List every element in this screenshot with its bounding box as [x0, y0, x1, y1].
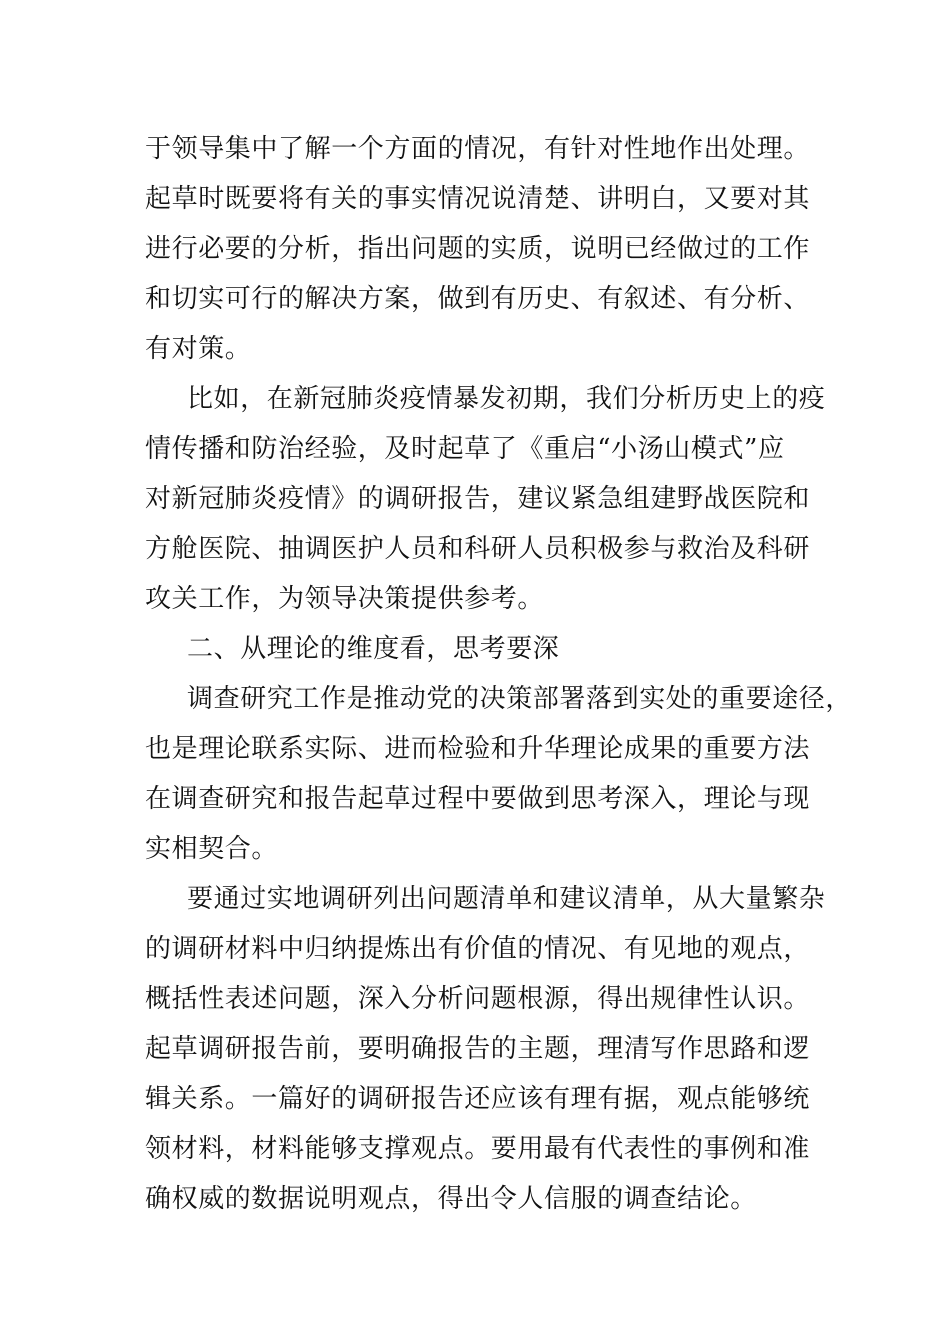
document-body [145, 124, 853, 1224]
text-line: 概括性表述问题，深入分析问题根源，得出规律性认识。 [145, 984, 811, 1014]
text-line: 起草时既要将有关的事实情况说清楚、讲明白，又要对其 [145, 184, 811, 214]
text-line: 情传播和防治经验，及时起草了《重启“小汤山模式”应 [145, 434, 785, 464]
text-line: 也是理论联系实际、进而检验和升华理论成果的重要方法 [145, 734, 811, 764]
paragraph-first-line: 要通过实地调研列出问题清单和建议清单，从大量繁杂 [187, 884, 826, 914]
text-line: 的调研材料中归纳提炼出有价值的情况、有见地的观点， [145, 934, 811, 964]
section-heading: 二、从理论的维度看，思考要深 [187, 634, 560, 664]
text-line: 进行必要的分析，指出问题的实质，说明已经做过的工作 [145, 234, 811, 264]
text-line: 和切实可行的解决方案，做到有历史、有叙述、有分析、 [145, 284, 811, 314]
text-line: 有对策。 [145, 334, 252, 364]
text-line: 于领导集中了解一个方面的情况，有针对性地作出处理。 [145, 134, 811, 164]
text-line: 起草调研报告前，要明确报告的主题，理清写作思路和逻 [145, 1034, 811, 1064]
text-line: 对新冠肺炎疫情》的调研报告，建议紧急组建野战医院和 [145, 484, 811, 514]
text-line: 领材料，材料能够支撑观点。要用最有代表性的事例和准 [145, 1134, 811, 1164]
paragraph-first-line: 调查研究工作是推动党的决策部署落到实处的重要途径， [187, 684, 853, 714]
text-line: 确权威的数据说明观点，得出令人信服的调查结论。 [145, 1184, 757, 1214]
text-line: 实相契合。 [145, 834, 279, 864]
text-line: 在调查研究和报告起草过程中要做到思考深入，理论与现 [145, 784, 811, 814]
text-line: 攻关工作，为领导决策提供参考。 [145, 584, 545, 614]
text-line: 辑关系。一篇好的调研报告还应该有理有据，观点能够统 [145, 1084, 811, 1114]
paragraph-first-line: 比如，在新冠肺炎疫情暴发初期，我们分析历史上的疫 [187, 384, 826, 414]
text-line: 方舱医院、抽调医护人员和科研人员积极参与救治及科研 [145, 534, 811, 564]
